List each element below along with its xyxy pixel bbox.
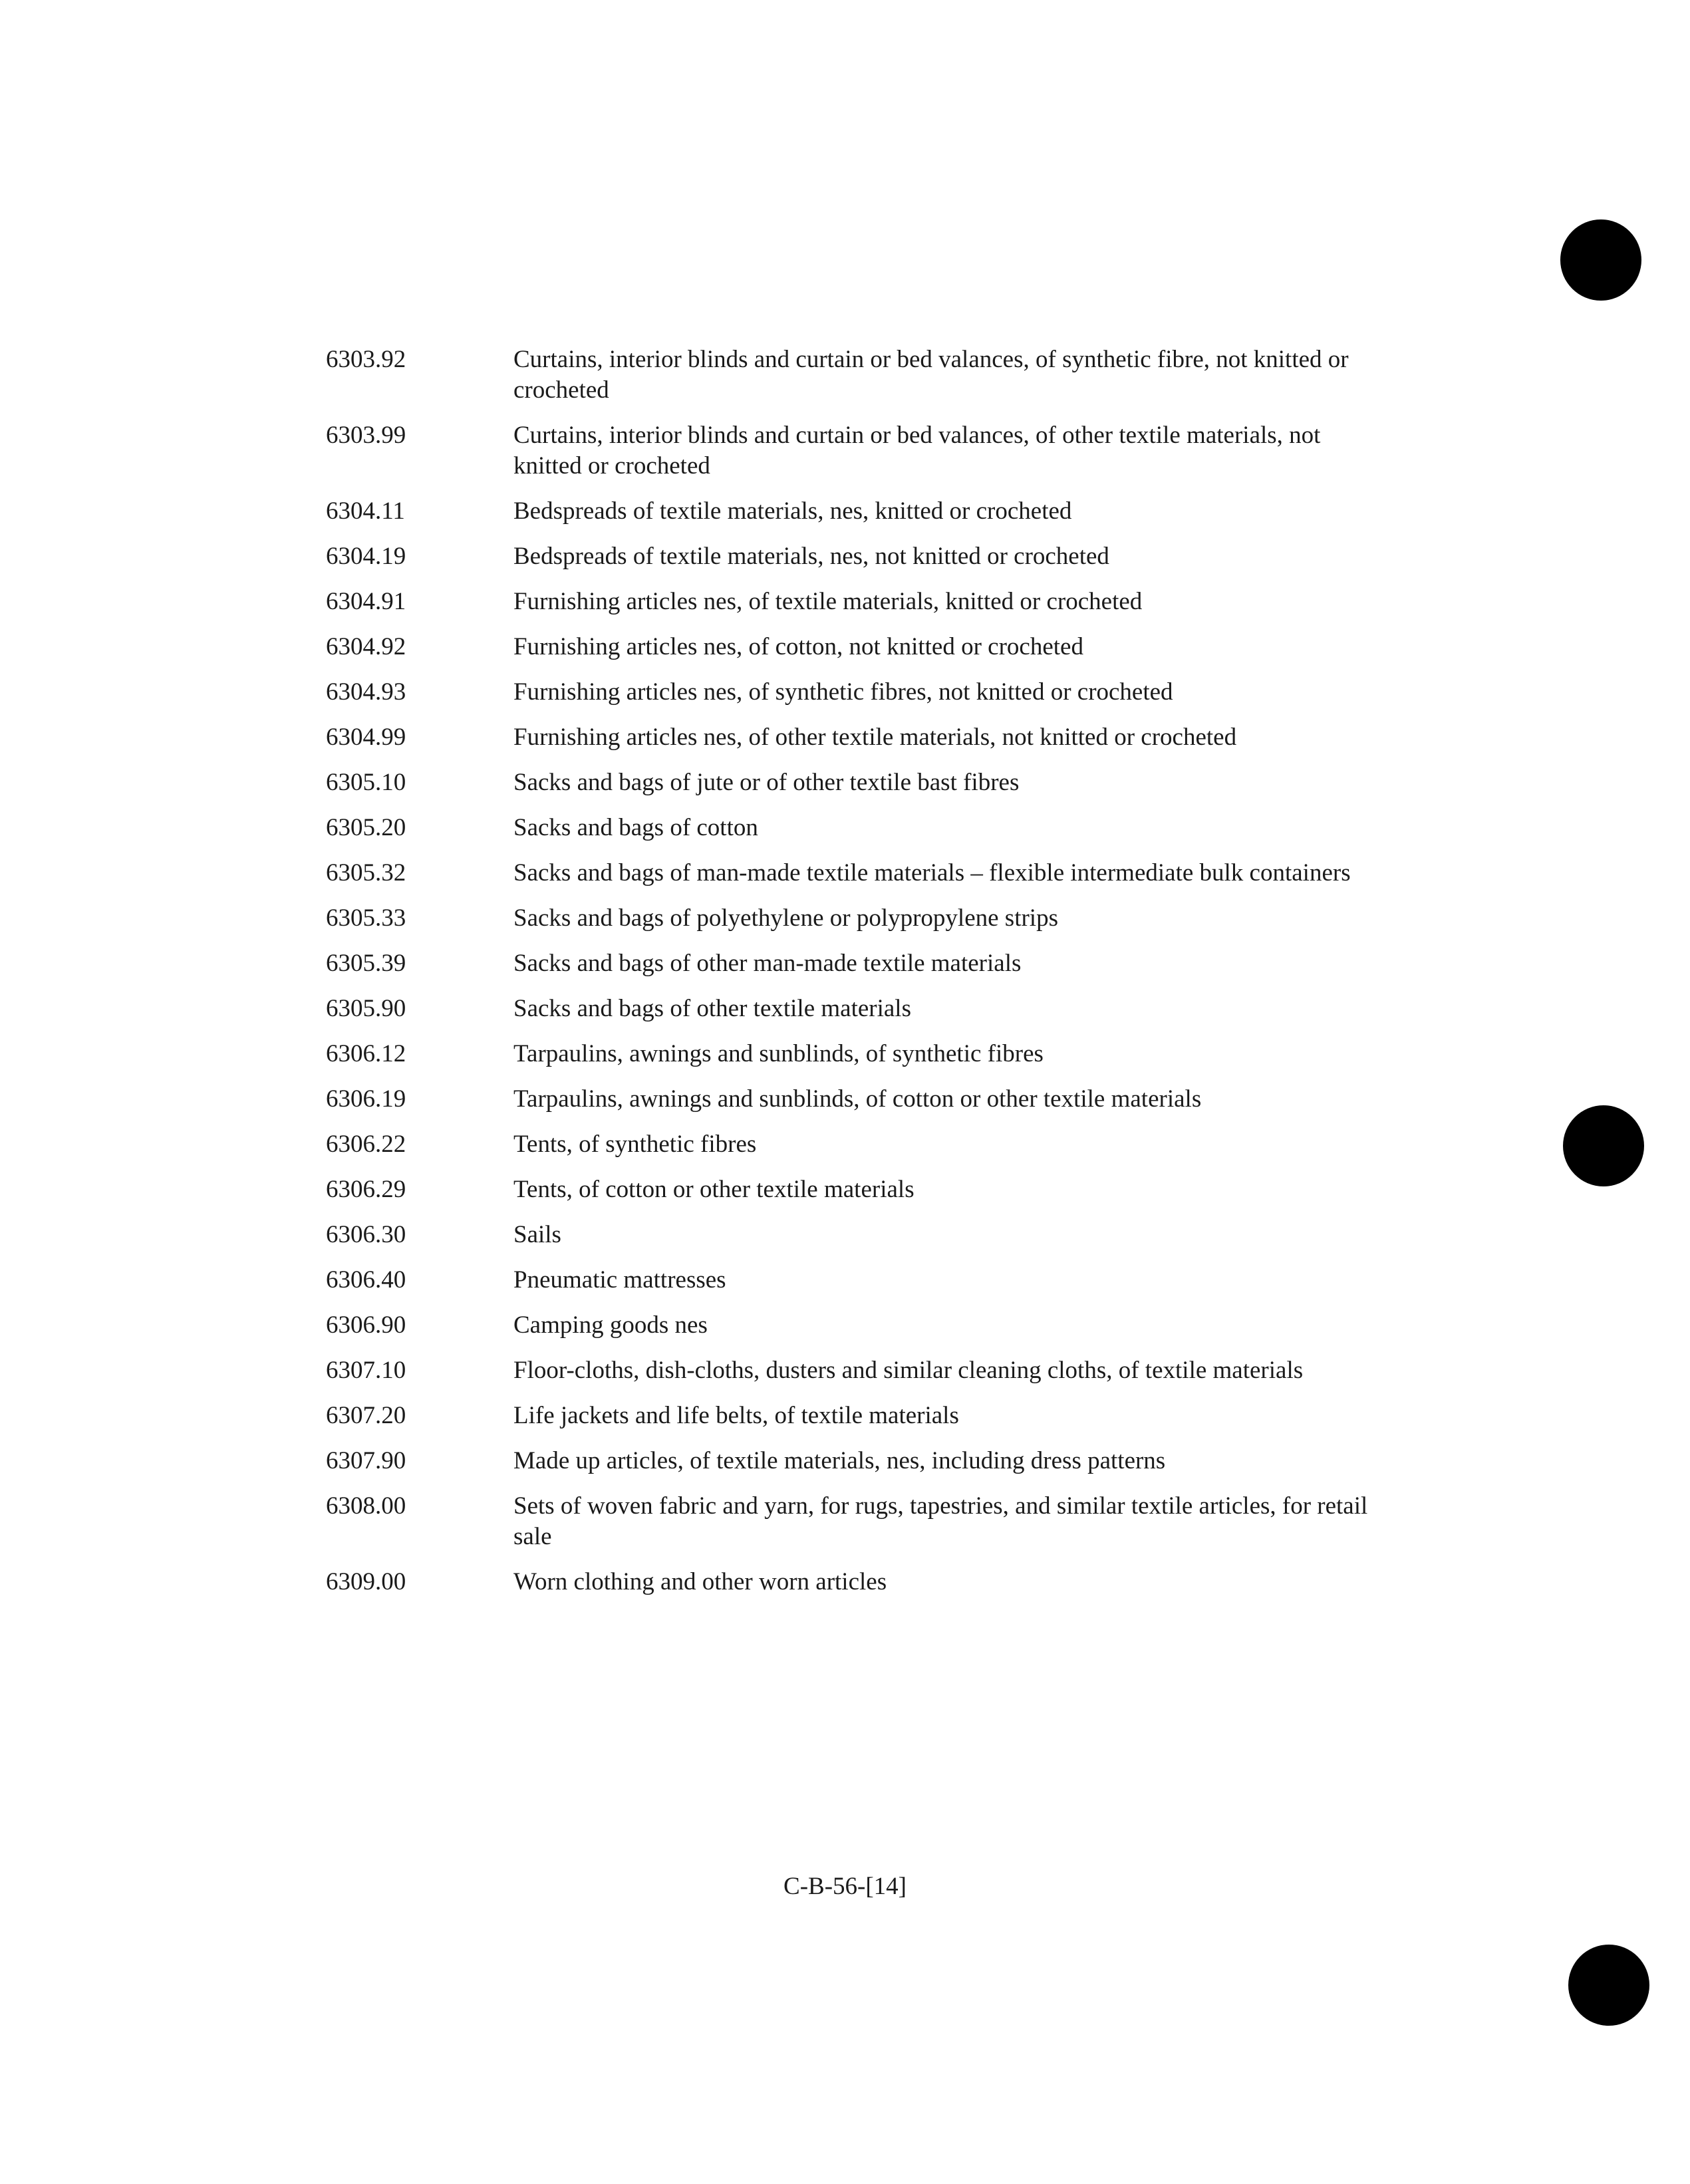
list-item — [326, 903, 1390, 934]
tariff-code: 6305.32 — [326, 859, 406, 887]
tariff-code: 6306.29 — [326, 1176, 406, 1203]
list-item — [326, 1039, 1390, 1069]
tariff-code: 6307.90 — [326, 1447, 406, 1474]
list-item — [326, 813, 1390, 843]
list-item — [326, 1129, 1390, 1160]
list-item — [326, 1174, 1390, 1205]
tariff-code: 6305.33 — [326, 904, 406, 932]
tariff-description: Camping goods nes — [513, 1311, 708, 1339]
tariff-description: Furnishing articles nes, of textile materials, knitted or crocheted — [513, 588, 1143, 615]
list-item — [326, 587, 1390, 617]
tariff-description: Floor-cloths, dish-cloths, dusters and similar cleaning cloths, of textile materials — [513, 1357, 1304, 1384]
tariff-code: 6304.91 — [326, 588, 406, 615]
tariff-description: Curtains, interior blinds and curtain or bed valances, of other textile materials, not knitted or crocheted — [513, 422, 1321, 479]
tariff-description: Sets of woven fabric and yarn, for rugs, tapestries, and similar textile articles, for retail sale — [513, 1492, 1368, 1550]
tariff-code: 6304.11 — [326, 497, 405, 525]
list-item — [326, 1446, 1390, 1476]
tariff-code: 6305.10 — [326, 769, 406, 796]
tariff-description: Pneumatic mattresses — [513, 1266, 726, 1294]
tariff-code: 6307.10 — [326, 1357, 406, 1384]
list-item — [326, 420, 1390, 481]
tariff-description: Sails — [513, 1221, 561, 1248]
tariff-code: 6303.99 — [326, 422, 406, 449]
list-item — [326, 767, 1390, 798]
tariff-code: 6306.22 — [326, 1131, 406, 1158]
tariff-code: 6303.92 — [326, 346, 406, 373]
tariff-description: Made up articles, of textile materials, nes, including dress patterns — [513, 1447, 1166, 1474]
tariff-description: Sacks and bags of other man-made textile materials — [513, 950, 1022, 977]
tariff-description: Bedspreads of textile materials, nes, not knitted or crocheted — [513, 543, 1109, 570]
tariff-code: 6305.90 — [326, 995, 406, 1022]
tariff-description: Bedspreads of textile materials, nes, knitted or crocheted — [513, 497, 1072, 525]
list-item — [326, 632, 1390, 662]
list-item — [326, 1084, 1390, 1115]
tariff-description: Furnishing articles nes, of other textile materials, not knitted or crocheted — [513, 724, 1237, 751]
tariff-code: 6306.30 — [326, 1221, 406, 1248]
list-item — [326, 1355, 1390, 1386]
tariff-code: 6305.20 — [326, 814, 406, 841]
punch-hole-bottom — [1568, 1945, 1649, 2026]
list-item — [326, 541, 1390, 572]
page-number: C-B-56-[14] — [783, 1873, 907, 1900]
list-item — [326, 344, 1390, 406]
tariff-code: 6306.40 — [326, 1266, 406, 1294]
tariff-description: Sacks and bags of cotton — [513, 814, 758, 841]
tariff-code: 6307.20 — [326, 1402, 406, 1429]
list-item — [326, 1265, 1390, 1296]
tariff-description: Tarpaulins, awnings and sunblinds, of synthetic fibres — [513, 1040, 1044, 1067]
tariff-description: Sacks and bags of other textile materials — [513, 995, 911, 1022]
punch-hole-top — [1560, 219, 1641, 301]
tariff-description: Tarpaulins, awnings and sunblinds, of cotton or other textile materials — [513, 1085, 1202, 1113]
list-item — [326, 1401, 1390, 1431]
punch-hole-middle — [1563, 1105, 1644, 1186]
tariff-description: Furnishing articles nes, of synthetic fibres, not knitted or crocheted — [513, 678, 1173, 706]
tariff-code: 6308.00 — [326, 1492, 406, 1520]
tariff-description: Curtains, interior blinds and curtain or bed valances, of synthetic fibre, not knitted or crocheted — [513, 346, 1349, 404]
list-item — [326, 1220, 1390, 1250]
tariff-code: 6304.99 — [326, 724, 406, 751]
tariff-description: Worn clothing and other worn articles — [513, 1568, 887, 1595]
tariff-description: Sacks and bags of man-made textile materials – flexible intermediate bulk containers — [513, 859, 1351, 887]
tariff-code-list — [326, 344, 1390, 1612]
list-item — [326, 496, 1390, 527]
list-item — [326, 948, 1390, 979]
tariff-description: Sacks and bags of polyethylene or polypropylene strips — [513, 904, 1058, 932]
tariff-description: Furnishing articles nes, of cotton, not knitted or crocheted — [513, 633, 1083, 660]
tariff-code: 6306.90 — [326, 1311, 406, 1339]
tariff-code: 6306.12 — [326, 1040, 406, 1067]
tariff-code: 6305.39 — [326, 950, 406, 977]
list-item — [326, 858, 1390, 888]
tariff-code: 6304.19 — [326, 543, 406, 570]
tariff-code: 6306.19 — [326, 1085, 406, 1113]
tariff-code: 6304.93 — [326, 678, 406, 706]
tariff-description: Tents, of synthetic fibres — [513, 1131, 757, 1158]
tariff-description: Tents, of cotton or other textile materials — [513, 1176, 915, 1203]
list-item — [326, 677, 1390, 708]
list-item — [326, 722, 1390, 753]
list-item — [326, 994, 1390, 1024]
tariff-description: Sacks and bags of jute or of other textile bast fibres — [513, 769, 1020, 796]
list-item — [326, 1310, 1390, 1341]
tariff-code: 6309.00 — [326, 1568, 406, 1595]
list-item — [326, 1491, 1390, 1552]
tariff-description: Life jackets and life belts, of textile materials — [513, 1402, 959, 1429]
tariff-code: 6304.92 — [326, 633, 406, 660]
list-item — [326, 1567, 1390, 1597]
